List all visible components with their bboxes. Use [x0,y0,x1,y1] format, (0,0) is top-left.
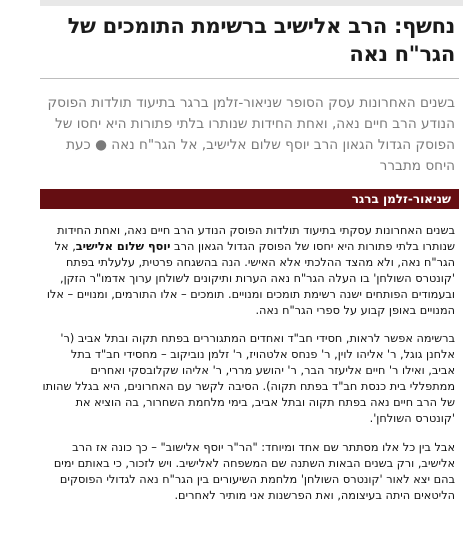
article-body [42,223,455,504]
article [40,6,459,517]
author-bar [40,189,459,209]
article-headline: נחשף: הרב אלישיב ברשימת התומכים של הגר"ח נאה [67,14,455,66]
paragraph-3: אבל בין כל אלו מסתתר שם אחד ומיוחד: "הר"ר יוסף אלישוב" – כך כונה אז הרב אלישיב, ורק בשנים הבאות השתנה שם המשפחה לאלישיב. ויש לזכור, כי באותם ימים בהם יצא לאור 'קונטרס השולחן' מלחמת השיעורים בין הגר"ח נאה לגדולי הפוסקים הליטאים היתה בעיצומה, ואת הפרשנות אני מותיר לאחרים. [53,440,455,502]
paragraph-2: ברשימה אפשר לראות, חסידי חב"ד ואחדים המתגוררים בפתח תקוה ובתל אביב (ר' אלחנן גוגל, ר' אליהו לוין, ר' פנחס אלטהויז, ר' זלמן נוביקוב – מחסידי חב"ד בתל אביב, ואילו ר' חיים אליעזר הבר, ר' יהושע מררי, ר' אליהו שקלובסקי ואחרים ממתפללי בית כנסת חב"ד בפתח תקוה). הסיבה לקשר עם האחרונים, היא בגלל שהותו של הרב חיים נאה בפתח תקוה ובתל אביב, בימי מלחמת השחרור, בה הוציא את 'קונטרס השולחן'. [42,332,455,425]
headline-divider [40,78,459,79]
paragraph-1-start: בשנים האחרונות עסקתי בתיעוד תולדות הפוסק הנודע הרב חיים נאה, ואחת החידות שנותרו בלתי פתורות היא יחסו של הפוסק הגדול הגאון הרב [57,224,455,253]
paragraph-1-bold-name: יוסף שלום אלישיב [75,239,171,253]
subtitle-text: בשנים האחרונות עסק הסופר שניאור-זלמן ברגר בתיעוד תולדות הפוסק הנודע הרב חיים נאה, ואחת החידות שנותרו בלתי פתורות היא יחסו של הפוסק הגדול הגאון הרב יוסף שלום אלישיב, אל הגר"ח נאה [47,95,455,153]
article-subtitle [42,93,455,177]
bullet-icon: ● [95,137,107,153]
paragraph-1 [42,223,455,318]
paragraph-1-end: , אל הגר"ח נאה, ולא מהצד ההלכתי אלא האישי. הנה בהשגחה פרטית, עלעלתי בפתח 'קונטרס השולחן' בו העלה הגר"ח נאה הערות ותיקונים לשולחן ערוך אדמו"ר הזקן, ובעמודים הפותחים ישנה רשימת תומכים ומנויים. תומכים – אלו התורמים, ומנויים – אלו המנויים באופן קבוע על ספרי הגר"ח נאה. [46,239,455,317]
subtitle-tail: כעת היחס מתברר [66,137,455,174]
author-name: שניאור-זלמן ברגר [351,192,451,206]
